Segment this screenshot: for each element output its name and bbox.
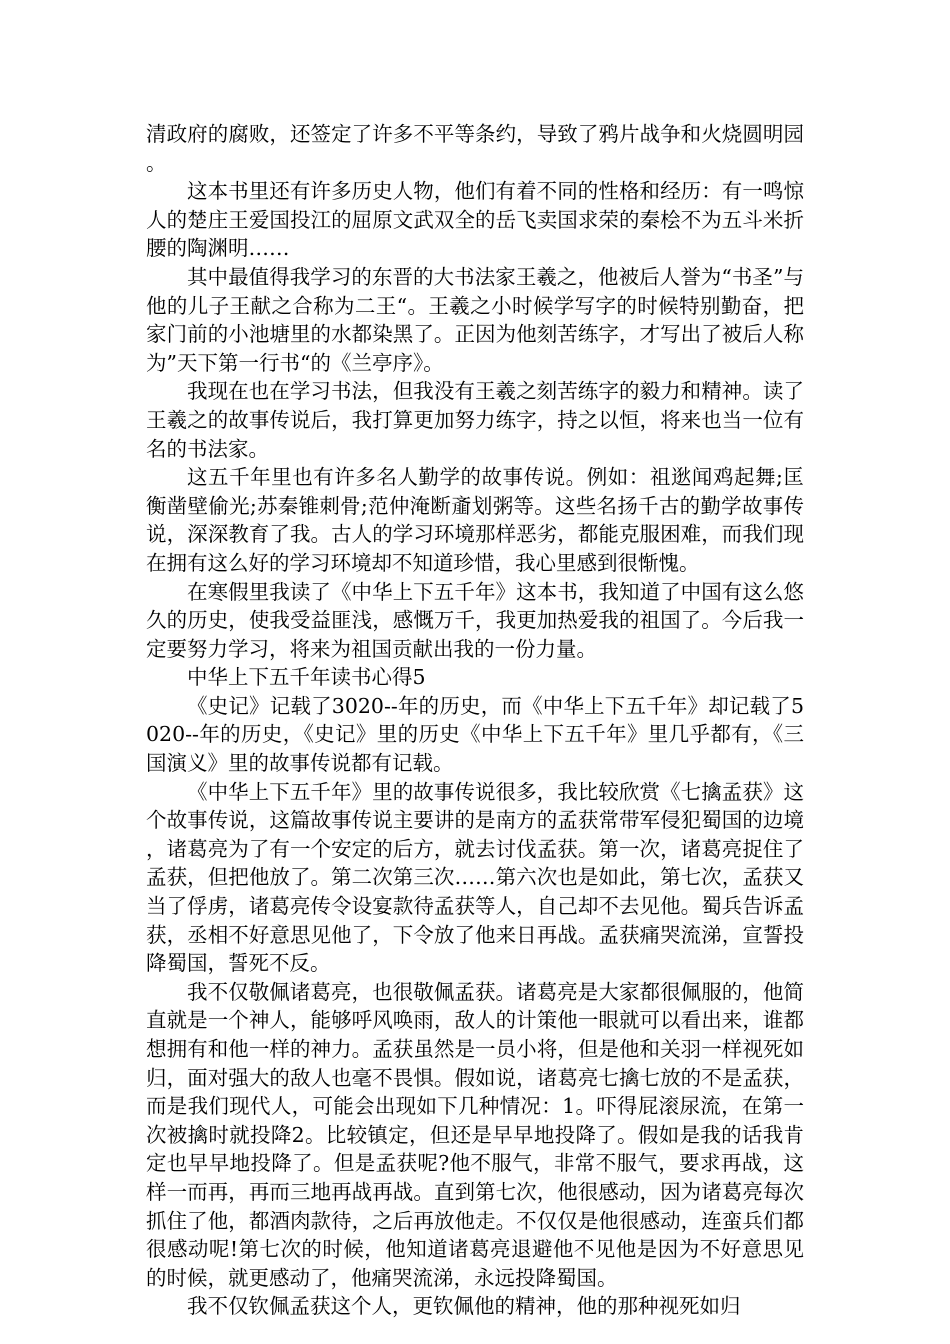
paragraph-9: 我不仅敬佩诸葛亮，也很敬佩孟获。诸葛亮是大家都很佩服的，他简直就是一个神人，能够呼风唤雨，敌人的计策他一眼就可以看出来，谁都想拥有和他一样的神力。孟获虽然是一员小将，但是他和关羽一样视死如归，面对强大的敌人也毫不畏惧。假如说，诸葛亮七擒七放的不是孟获，而是我们现代人，可能会出现如下几种情况：1。吓得屁滚尿流，在第一次被擒时就投降2。比较镇定，但还是早早地投降了。假如是我的话我肯定也早早地投降了。但是孟获呢?他不服气，非常不服气，要求再战，这样一而再，再而三地再战再战。直到第七次，他很感动，因为诸葛亮每次抓住了他，都酒肉款待，之后再放他走。不仅仅是他很感动，连蛮兵们都很感动呢!第七次的时候，他知道诸葛亮退避他不见他是因为不好意思见的时候，就更感动了，他痛哭流涕，永远投降蜀国。 (146, 979, 804, 1290)
paragraph-8: 《中华上下五千年》里的故事传说很多，我比较欣赏《七擒孟获》这个故事传说，这篇故事传说主要讲的是南方的孟获常带军侵犯蜀国的边境，诸葛亮为了有一个安定的后方，就去讨伐孟获。第一次，诸葛亮捉住了孟获，但把他放了。第二次第三次……第六次也是如此，第七次，孟获又当了俘虏，诸葛亮传令设宴款待孟获等人，自己却不去见他。蜀兵告诉孟获，丞相不好意思见他了，下令放了他来日再战。孟获痛哭流涕，宣誓投降蜀国，誓死不反。 (146, 779, 804, 976)
paragraph-4: 我现在也在学习书法，但我没有王羲之刻苦练字的毅力和精神。读了王羲之的故事传说后，我打算更加努力练字，持之以恒，将来也当一位有名的书法家。 (146, 379, 804, 461)
paragraph-2: 这本书里还有许多历史人物，他们有着不同的性格和经历：有一鸣惊人的楚庄王爱国投江的屈原文武双全的岳飞卖国求荣的秦桧不为五斗米折腰的陶渊明…… (146, 179, 804, 261)
paragraph-1: 清政府的腐败，还签定了许多不平等条约，导致了鸦片战争和火烧圆明园。 (146, 122, 804, 175)
section-heading: 中华上下五千年读书心得5 (187, 665, 426, 690)
paragraph-10: 我不仅钦佩孟获这个人，更钦佩他的精神，他的那种视死如归 (187, 1294, 741, 1319)
paragraph-6: 在寒假里我读了《中华上下五千年》这本书，我知道了中国有这么悠久的历史，使我受益匪浅，感慨万千，我更加热爱我的祖国了。今后我一定要努力学习，将来为祖国贡献出我的一份力量。 (146, 579, 804, 661)
document-page (146, 120, 804, 1321)
paragraph-5: 这五千年里也有许多名人勤学的故事传说。例如：祖逖闻鸡起舞;匡衡凿壁偷光;苏秦锥刺骨;范仲淹断齑划粥等。这些名扬千古的勤学故事传说，深深教育了我。古人的学习环境那样恶劣，都能克服困难，而我们现在拥有这么好的学习环境却不知道珍惜，我心里感到很惭愧。 (146, 465, 804, 575)
paragraph-7: 《史记》记载了3020--年的历史，而《中华上下五千年》却记载了5020--年的历史，《史记》里的历史《中华上下五千年》里几乎都有，《三国演义》里的故事传说都有记载。 (146, 693, 804, 776)
paragraph-3: 其中最值得我学习的东晋的大书法家王羲之，他被后人誉为“书圣”与他的儿子王献之合称为二王“。王羲之小时候学写字的时候特别勤奋，把家门前的小池塘里的水都染黑了。正因为他刻苦练字，才写出了被后人称为”天下第一行书“的《兰亭序》。 (146, 264, 804, 375)
